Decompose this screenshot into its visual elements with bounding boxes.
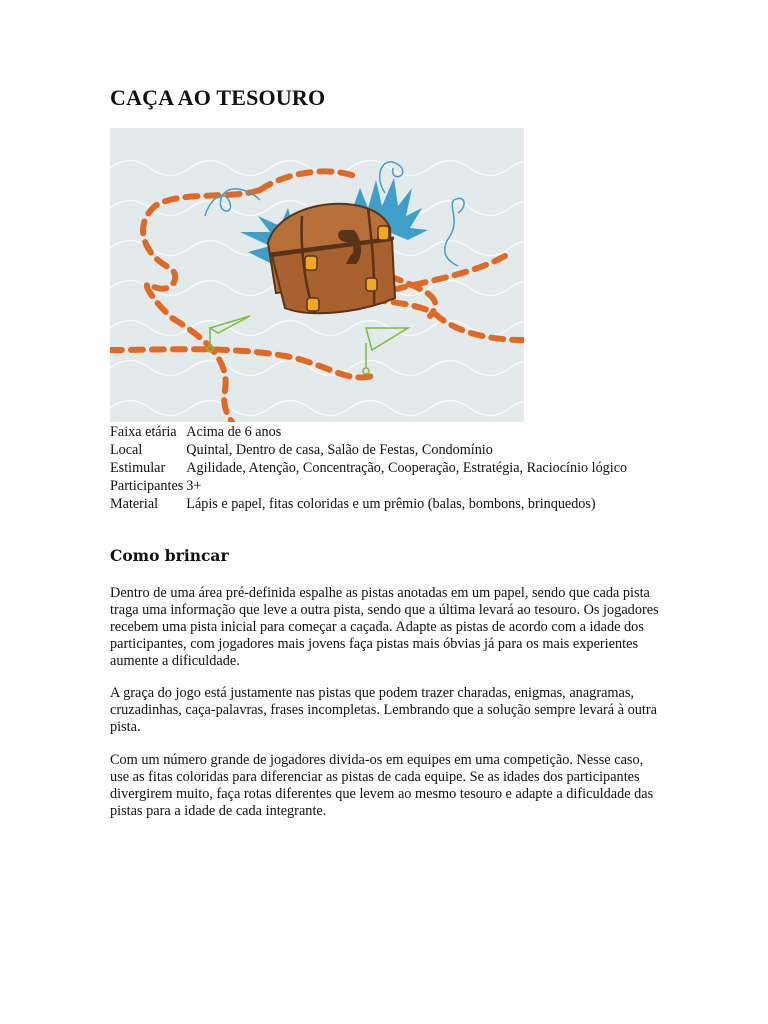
- row-label-faixa-etaria: Faixa etária: [110, 424, 177, 440]
- row-value-local: Quintal, Dentro de casa, Salão de Festas, Condomínio: [186, 442, 493, 458]
- table-row: [110, 477, 631, 495]
- row-value-participantes: 3+: [186, 478, 202, 494]
- paragraph: Dentro de uma área pré-definida espalhe as pistas anotadas em um papel, sendo que cada pista traga uma informação que leve a outra pista, sendo que a última levará ao tesouro. Os jogadores recebem uma pista inicial para começar a caçada. Adapte as pistas de acordo com a idade dos participantes, com jogadores mais jovens faça pistas mais óbvias já para os mais experientes aumente a dificuldade.: [110, 585, 659, 669]
- table-row: [110, 495, 631, 513]
- row-value-material: Lápis e papel, fitas coloridas e um prêmio (balas, bombons, brinquedos): [186, 496, 596, 512]
- paragraph: Com um número grande de jogadores divida-os em equipes em uma competição. Nesse caso, use as fitas coloridas para diferenciar as pistas de cada equipe. Se as idades dos participantes divergirem muito, faça rotas diferentes que levem ao mesmo tesouro e adapte a dificuldade das pistas para a idade de cada integrante.: [110, 752, 654, 819]
- paragraph: A graça do jogo está justamente nas pistas que podem trazer charadas, enigmas, anagramas, cruzadinhas, caça-palavras, frases incompletas. Lembrando que a solução sempre levará à outra pista.: [110, 685, 657, 735]
- row-value-estimular: Agilidade, Atenção, Concentração, Cooperação, Estratégia, Raciocínio lógico: [186, 460, 628, 476]
- treasure-map-illustration: [110, 128, 524, 422]
- row-label-estimular: Estimular: [110, 460, 166, 476]
- table-row: [110, 459, 631, 477]
- table-row: [110, 423, 631, 441]
- row-label-participantes: Participantes: [110, 478, 184, 494]
- row-value-faixa-etaria: Acima de 6 anos: [186, 424, 282, 440]
- row-label-local: Local: [110, 442, 143, 458]
- table-row: [110, 441, 631, 459]
- section-title: Como brincar: [110, 546, 229, 565]
- row-label-material: Material: [110, 496, 159, 512]
- page-title: CAÇA AO TESOURO: [110, 85, 326, 110]
- info-table: [110, 423, 631, 513]
